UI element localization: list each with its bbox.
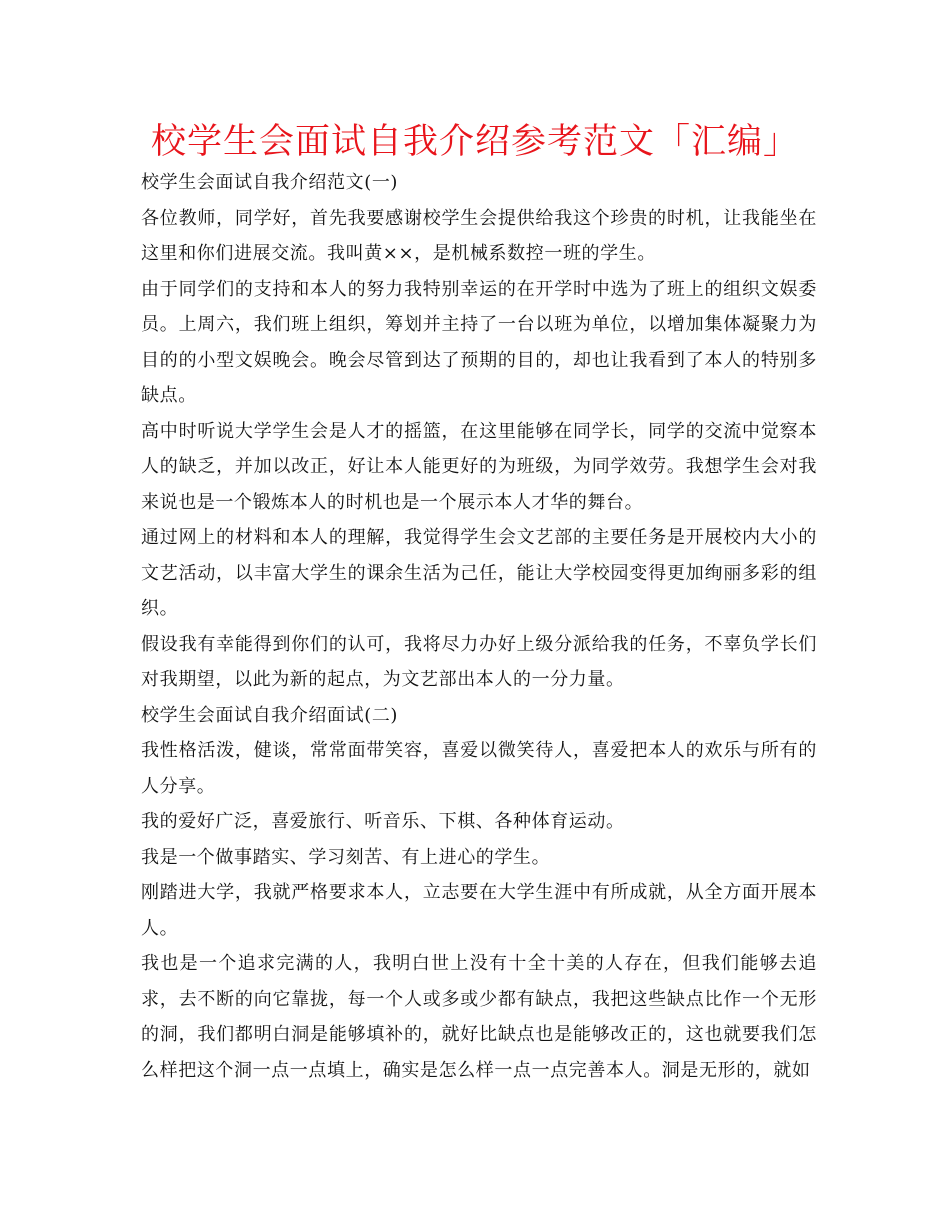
- paragraph: 我的爱好广泛，喜爱旅行、听音乐、下棋、各种体育运动。: [141, 811, 625, 832]
- section-heading-1: 校学生会面试自我介绍范文(一): [141, 172, 399, 193]
- paragraph: 各位教师，同学好，首先我要感谢校学生会提供给我这个珍贵的时机，让我能坐在这里和你们进展交流。我叫黄××，是机械系数控一班的学生。: [141, 207, 817, 264]
- section-heading-2: 校学生会面试自我介绍面试(二): [141, 704, 399, 726]
- paragraph: 我是一个做事踏实、学习刻苦、有上进心的学生。: [141, 846, 551, 868]
- paragraph: 假设我有幸能得到你们的认可，我将尽力办好上级分派给我的任务，不辜负学长们对我期望，以此为新的起点，为文艺部出本人的一分力量。: [141, 633, 817, 690]
- paragraph: 高中时听说大学学生会是人才的摇篮，在这里能够在同学长，同学的交流中觉察本人的缺乏，并加以改正，好让本人能更好的为班级，为同学效劳。我想学生会对我来说也是一个锻炼本人的时机也是一个展示本人才华的舞台。: [141, 420, 817, 513]
- paragraph: 刚踏进大学，我就严格要求本人，立志要在大学生涯中有所成就，从全方面开展本人。: [141, 882, 817, 939]
- paragraph: 我也是一个追求完满的人，我明白世上没有十全十美的人存在，但我们能够去追求，去不断的向它靠拢，每一个人或多或少都有缺点，我把这些缺点比作一个无形的洞，我们都明白洞是能够填补的，就好比缺点也是能够改正的，这也就要我们怎么样把这个洞一点一点填上，确实是怎么样一点一点完善本人。洞是无形的，就如: [141, 953, 817, 1081]
- paragraph: 由于同学们的支持和本人的努力我特别幸运的在开学时中选为了班上的组织文娱委员。上周六，我们班上组织，筹划并主持了一台以班为单位，以增加集体凝聚力为目的的小型文娱晚会。晚会尽管到达了预期的目的，却也让我看到了本人的特别多缺点。: [141, 278, 817, 406]
- paragraph: 我性格活泼，健谈，常常面带笑容，喜爱以微笑待人，喜爱把本人的欢乐与所有的人分享。: [141, 740, 817, 797]
- document-title: 校学生会面试自我介绍参考范文「汇编」: [150, 122, 799, 162]
- document-body: [141, 165, 817, 1088]
- paragraph: 通过网上的材料和本人的理解，我觉得学生会文艺部的主要任务是开展校内大小的文艺活动，以丰富大学生的课余生活为己任，能让大学校园变得更加绚丽多彩的组织。: [141, 527, 817, 619]
